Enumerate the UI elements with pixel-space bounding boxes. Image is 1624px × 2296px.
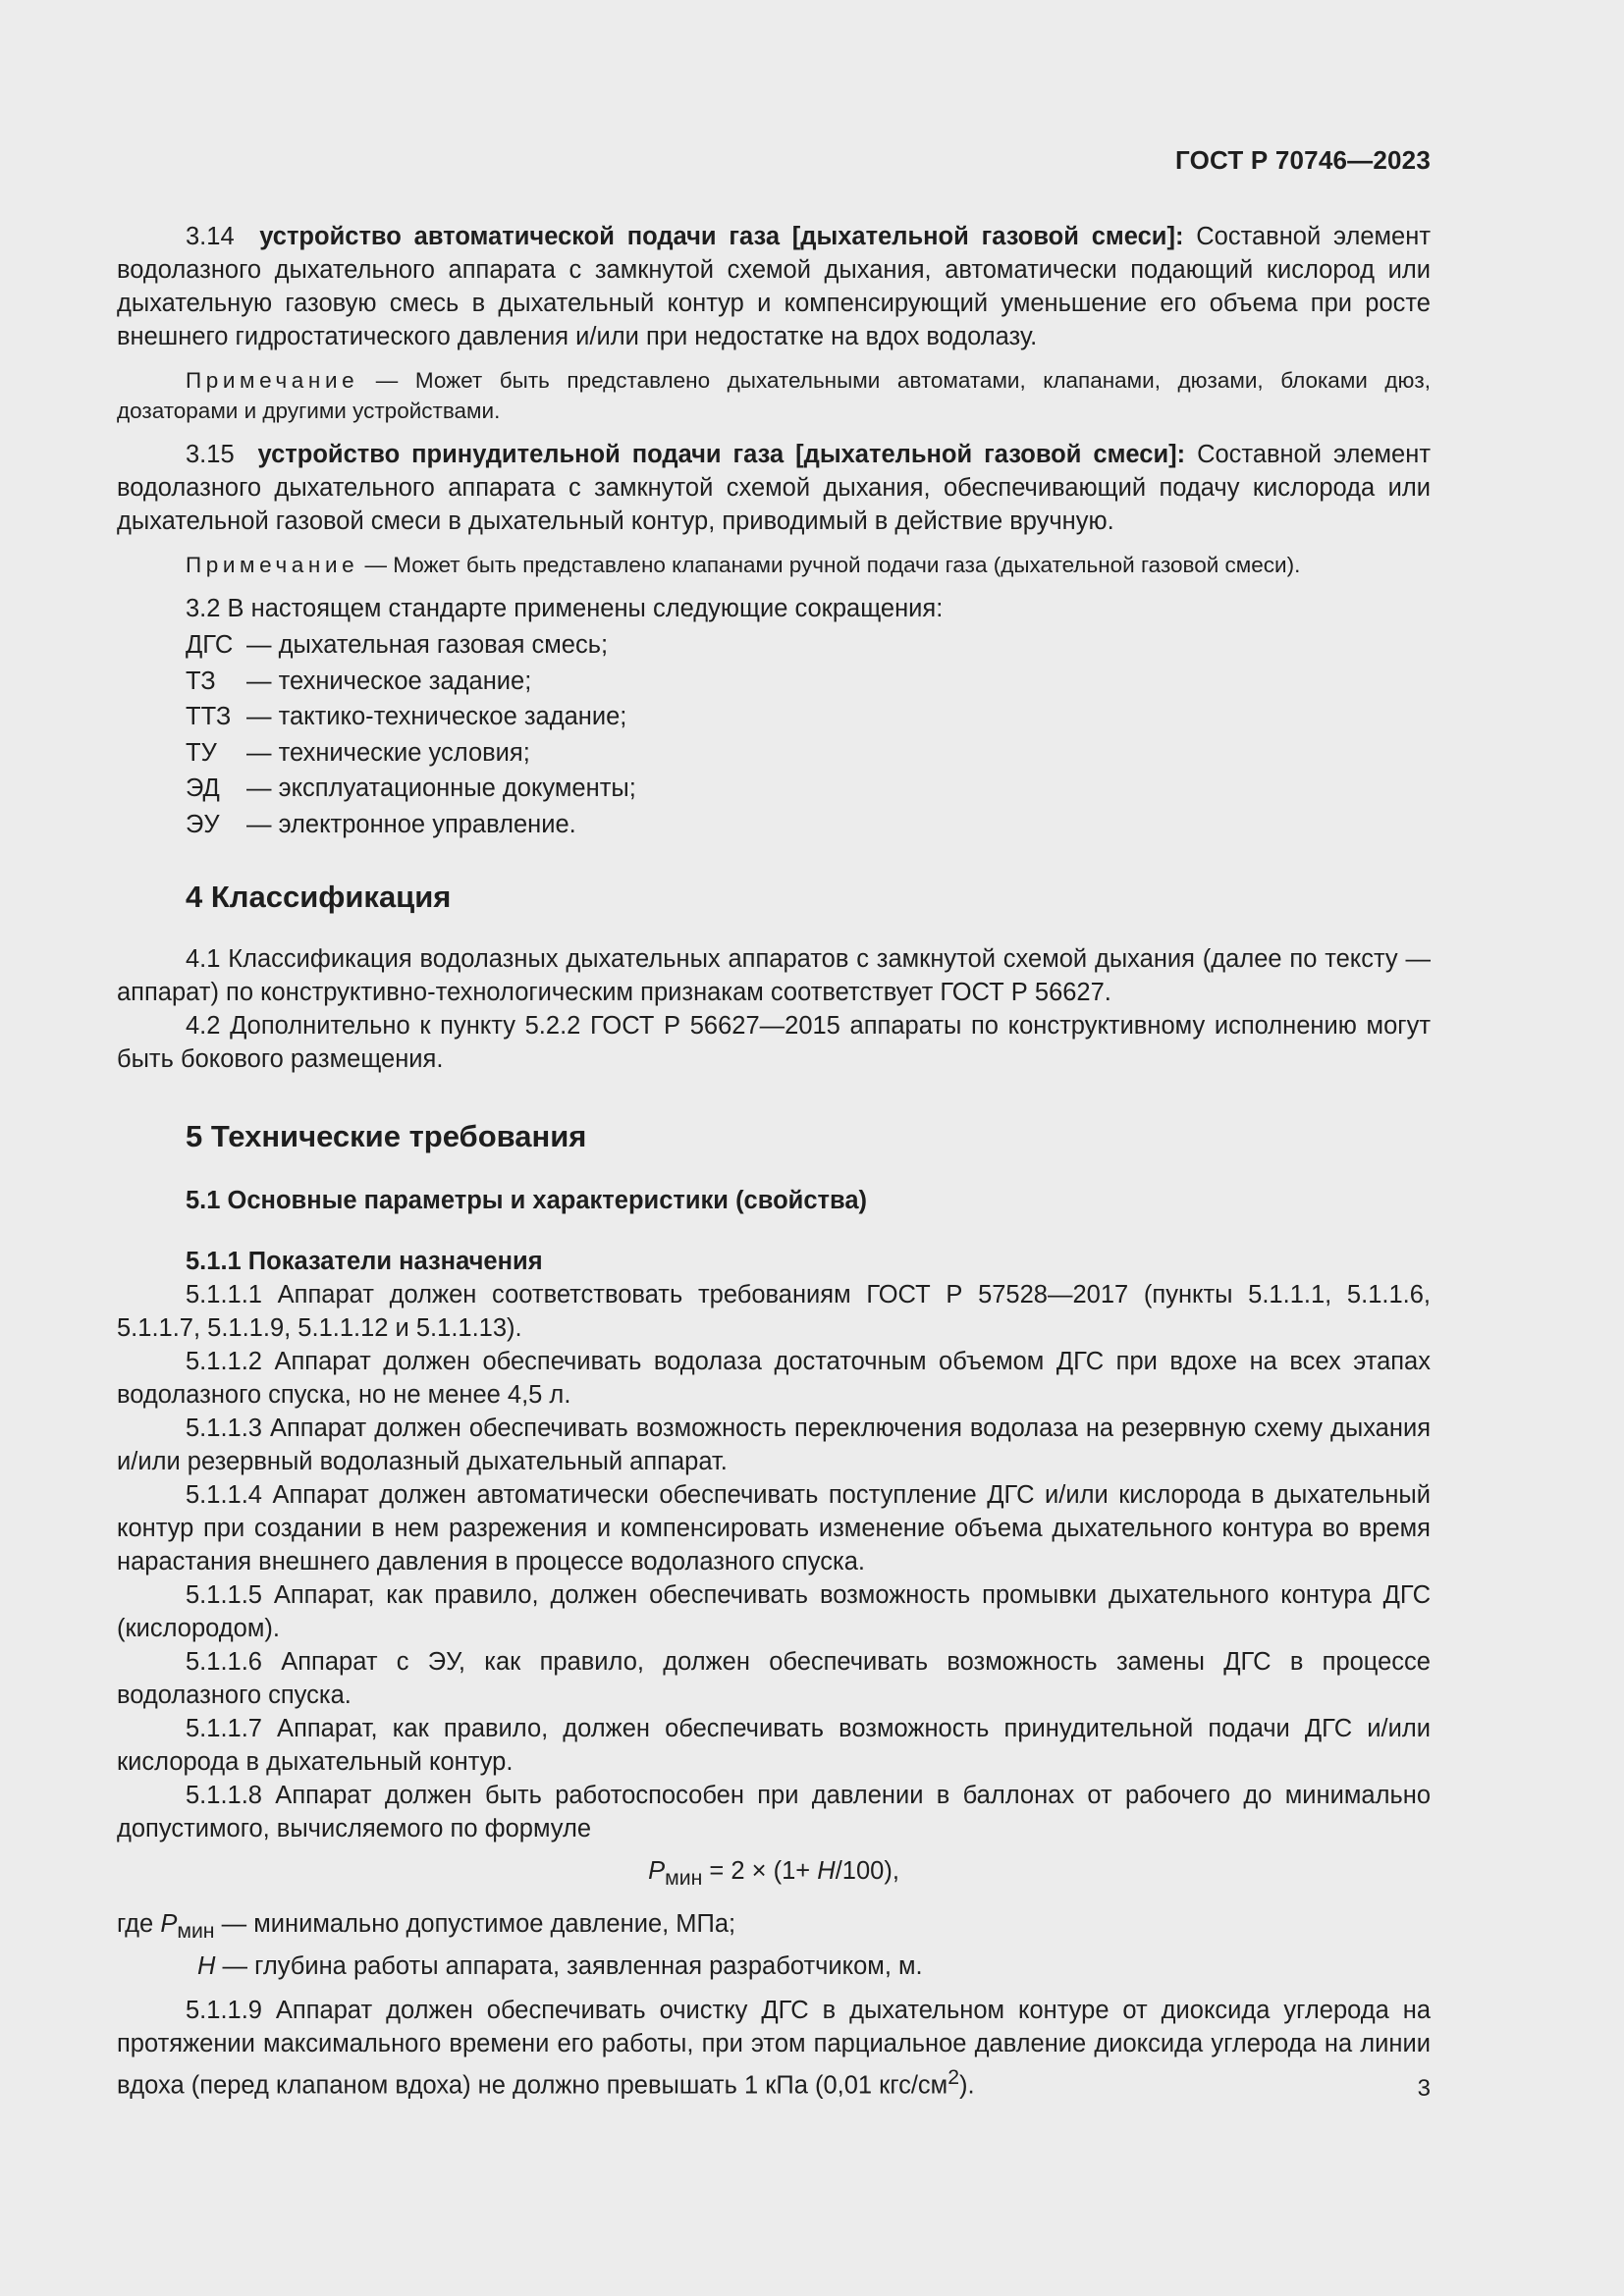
abbreviation-list bbox=[117, 627, 1431, 842]
clause-5-1-1-7: 5.1.1.7 Аппарат, как правило, должен обеспечивать возможность принудительной подачи ДГС и/или кислорода в дыхательный контур. bbox=[117, 1715, 1431, 1776]
clause-3-14 bbox=[117, 220, 1431, 353]
abbreviation-row bbox=[117, 664, 1431, 700]
clause-5-1-1-3: 5.1.1.3 Аппарат должен обеспечивать возможность переключения водолаза на резервную схему дыхания и/или резервный водолазный дыхательный аппарат. bbox=[117, 1415, 1431, 1475]
term: устройство автоматической подачи газа [дыхательной газовой смеси]: bbox=[259, 223, 1184, 250]
clause-4-2: 4.2 Дополнительно к пункту 5.2.2 ГОСТ Р 56627—2015 аппараты по конструктивному исполнению могут быть бокового размещения. bbox=[117, 1012, 1431, 1073]
abbreviation-row bbox=[117, 807, 1431, 843]
clause-4-1: 4.1 Классификация водолазных дыхательных аппаратов с замкнутой схемой дыхания (далее по тексту — аппарат) по конструктивно-технологическим признакам соответствует ГОСТ Р 56627. bbox=[117, 945, 1431, 1006]
formula bbox=[117, 1854, 1431, 1895]
formula-where-p bbox=[117, 1906, 1431, 1949]
clause-number: 3.15 bbox=[186, 441, 235, 468]
document-code-header: ГОСТ Р 70746—2023 bbox=[1175, 145, 1431, 175]
clause-5-1-1-4: 5.1.1.4 Аппарат должен автоматически обеспечивать поступление ДГС и/или кислорода в дыхательный контур при создании в нем разрежения и компенсировать изменение объема дыхательного контура во время нарастания внешнего давления в процессе водолазного спуска. bbox=[117, 1481, 1431, 1575]
clause-5-1-1-9 bbox=[117, 1994, 1431, 2103]
clause-5-1-1-1: 5.1.1.1 Аппарат должен соответствовать требованиям ГОСТ Р 57528—2017 (пункты 5.1.1.1, 5.1.1.6, 5.1.1.7, 5.1.1.9, 5.1.1.12 и 5.1.1.13). bbox=[117, 1281, 1431, 1342]
clause-3-2: 3.2 В настоящем стандарте применены следующие сокращения: bbox=[186, 595, 944, 622]
formula-symbol-p: P bbox=[648, 1857, 666, 1885]
subsection-5-1-1-heading: 5.1.1 Показатели назначения bbox=[186, 1248, 543, 1275]
note-3-15 bbox=[117, 550, 1431, 580]
abbreviation-value: — дыхательная газовая смесь; bbox=[246, 631, 609, 659]
clause-number: 3.14 bbox=[186, 223, 235, 250]
clause-text: 5.1.1.9 Аппарат должен обеспечивать очистку ДГС в дыхательном контуре от диоксида углерода на протяжении максимального времени его работы, при этом парциальное давление диоксида углерода на линии вдоха (перед клапаном вдоха) не должно превышать 1 кПа (0,01 кгс/см bbox=[117, 1997, 1431, 2100]
formula-symbol-h: H bbox=[817, 1857, 836, 1885]
section-5-heading: 5 Технические требования bbox=[186, 1119, 587, 1153]
where-prefix: где bbox=[117, 1910, 161, 1939]
definition: Составной элемент водолазного дыхательного аппарата с замкнутой схемой дыхания, обеспечивающий подачу кислорода или дыхательной газовой смеси в дыхательный контур, приводимый в действие вручную. bbox=[117, 441, 1431, 535]
superscript: 2 bbox=[947, 2065, 960, 2090]
clause-text-end: ). bbox=[959, 2071, 975, 2100]
abbreviation-key: ТЗ bbox=[186, 667, 216, 695]
abbreviation-key: ТУ bbox=[186, 738, 217, 767]
clause-5-1-1-6: 5.1.1.6 Аппарат с ЭУ, как правило, должен обеспечивать возможность замены ДГС в процессе водолазного спуска. bbox=[117, 1648, 1431, 1709]
abbreviation-value: — техническое задание; bbox=[246, 667, 532, 695]
clause-5-1-1-5: 5.1.1.5 Аппарат, как правило, должен обеспечивать возможность промывки дыхательного контура ДГС (кислородом). bbox=[117, 1581, 1431, 1642]
note-text: — Может быть представлено дыхательными автоматами, клапанами, дюзами, блоками дюз, дозаторами и другими устройствами. bbox=[117, 368, 1431, 423]
note-text: — Может быть представлено клапанами ручной подачи газа (дыхательной газовой смеси). bbox=[358, 553, 1301, 577]
abbreviation-row bbox=[117, 771, 1431, 807]
abbreviation-key: ЭД bbox=[186, 774, 220, 802]
abbreviation-value: — технические условия; bbox=[246, 738, 530, 767]
note-label: Примечание bbox=[186, 368, 359, 393]
where-subscript: мин bbox=[177, 1919, 215, 1944]
where-text: — минимально допустимое давление, МПа; bbox=[214, 1910, 736, 1939]
abbreviation-value: — эксплуатационные документы; bbox=[246, 774, 636, 802]
formula-part: = 2 × (1+ bbox=[702, 1857, 818, 1885]
clause-5-1-1-2: 5.1.1.2 Аппарат должен обеспечивать водолаза достаточным объемом ДГС при вдохе на всех этапах водолазного спуска, но не менее 4,5 л. bbox=[117, 1348, 1431, 1409]
clause-3-15 bbox=[117, 438, 1431, 538]
definition: Составной элемент водолазного дыхательного аппарата с замкнутой схемой дыхания, автоматически подающий кислород или дыхательную газовую смесь в дыхательный контур и компенсирующий уменьшение его объема при росте внешнего гидростатического давления и/или при недостатке на вдох водолазу. bbox=[117, 223, 1431, 350]
abbreviation-key: ЭУ bbox=[186, 810, 220, 838]
abbreviation-row bbox=[117, 735, 1431, 772]
abbreviation-row bbox=[117, 699, 1431, 735]
note-label: Примечание bbox=[186, 553, 359, 577]
clause-5-1-1-8: 5.1.1.8 Аппарат должен быть работоспособен при давлении в баллонах от рабочего до минимально допустимого, вычисляемого по формуле bbox=[117, 1782, 1431, 1842]
abbreviation-key: ТТЗ bbox=[186, 703, 232, 730]
formula-subscript: мин bbox=[665, 1866, 703, 1891]
formula-where-h bbox=[117, 1949, 1431, 1984]
where-symbol-h: H bbox=[197, 1952, 216, 1981]
page-content bbox=[117, 220, 1431, 2103]
where-symbol-p: P bbox=[160, 1910, 178, 1939]
formula-part: /100), bbox=[835, 1857, 899, 1885]
where-text: — глубина работы аппарата, заявленная разработчиком, м. bbox=[215, 1952, 923, 1981]
page-number: 3 bbox=[1417, 2075, 1431, 2102]
note-3-14 bbox=[117, 365, 1431, 426]
term: устройство принудительной подачи газа [дыхательной газовой смеси]: bbox=[257, 441, 1186, 468]
abbreviation-row bbox=[117, 627, 1431, 664]
subsection-5-1-heading: 5.1 Основные параметры и характеристики (свойства) bbox=[186, 1187, 868, 1214]
abbreviation-value: — электронное управление. bbox=[246, 810, 576, 838]
section-4-heading: 4 Классификация bbox=[186, 880, 452, 914]
abbreviation-key: ДГС bbox=[186, 631, 234, 659]
abbreviation-value: — тактико-техническое задание; bbox=[246, 703, 627, 730]
